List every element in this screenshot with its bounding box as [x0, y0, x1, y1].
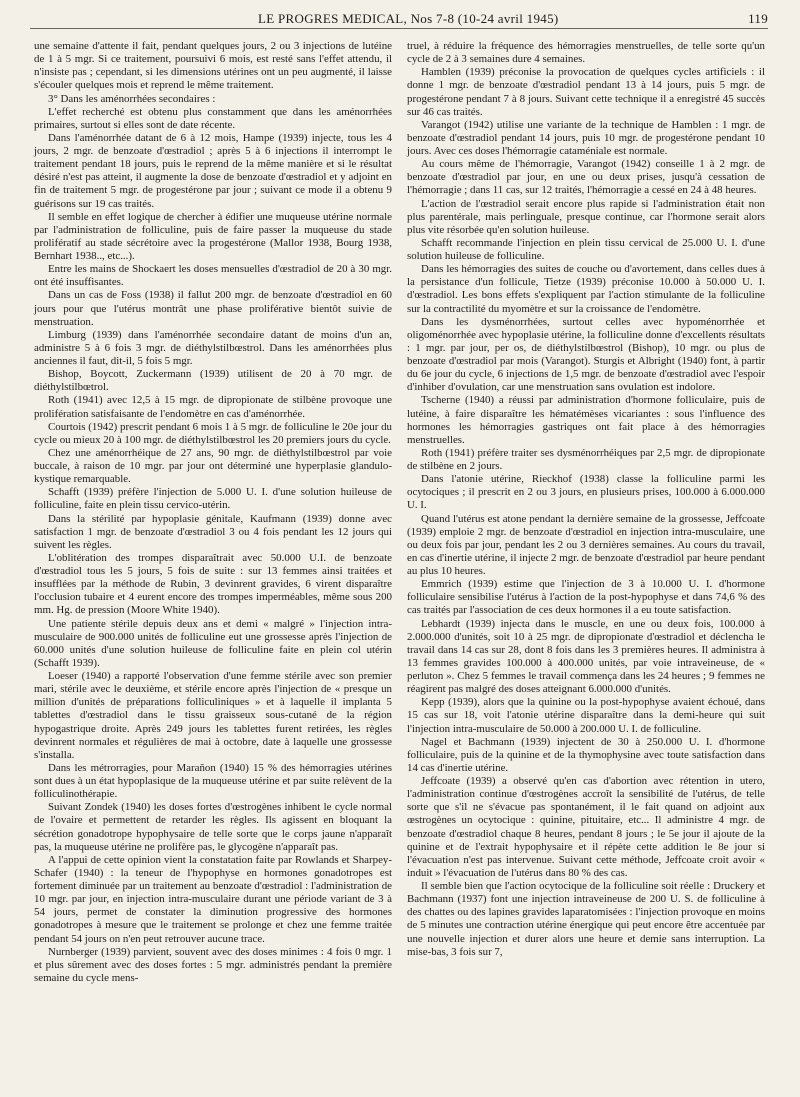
paragraph: Loeser (1940) a rapporté l'observation d'une femme stérile avec son premier mari, stérile avec le deuxième, et stérile encore après l'injection de « presque un million d'unités de préparations folliculiniques » et à laquelle il implanta 5 tablettes d'œstradiol dans le tissu graisseux sous-cutané de la région hypogastrique droite. Après 249 jours les tablettes furent retirées, les règles devinrent normales et régulières de mai à octobre, date à laquelle une grossesse s'installa. — [34, 670, 392, 761]
paragraph: Dans les dysménorrhées, surtout celles avec hypoménorrhée et oligoménorrhée avec hypoplasie utérine, la folliculine donne d'excellents résultats : 1 mgr. par jour, per os, de diéthylstilbœstrol (Bishop), 10 mgr. ou plus de benzoate d'œstradiol par mois (Varangot). Sturgis et Albright (1940) font, à partir du 6e jour du cycle, 6 injections de 1,5 mgr. de benzoate d'œstradiol avec l'espoir d'inhiber d'ovulation, car une menstruation sans ovulation est indolore. — [407, 315, 765, 394]
paragraph: Schafft (1939) préfère l'injection de 5.000 U. I. d'une solution huileuse de folliculine, faite en plein tissu cervico-utérin. — [34, 486, 392, 512]
paragraph: Hamblen (1939) préconise la provocation de quelques cycles artificiels : il donne 1 mgr. de benzoate d'œstradiol pendant 13 à 14 jours, puis 5 mgr. de progestérone pendant 7 à 8 jours. Suivant cette technique il a enregistré 45 succès sur 46 cas traités. — [407, 66, 765, 118]
paragraph: Chez une aménorrhéique de 27 ans, 90 mgr. de diéthylstilbœstrol par voie buccale, à raison de 10 mgr. par jour ont déterminé une hyperplasie glandulo-kystique remarquable. — [34, 446, 392, 486]
paragraph: Lebhardt (1939) injecta dans le muscle, en une ou deux fois, 100.000 à 2.000.000 d'unités, soit 10 à 25 mgr. de dipropionate d'œstradiol et déclencha le travail dans 14 cas sur 28, dont 8 fois dans les 3 premières heures. Il administra à 13 femmes gravides 100.000 à 400.000 unités, par voie intraveineuse, de « perluton ». Chez 5 femmes le travail commença dans les 24 heures ; 9 femmes ne réagirent pas malgré des doses atteignant 6.000.000 d'unités. — [407, 617, 765, 696]
paragraph: une semaine d'attente il fait, pendant quelques jours, 2 ou 3 injections de lutéine de 1 à 5 mgr. Si ce traitement, poursuivi 6 mois, est resté sans l'effet attendu, il n'insiste pas ; cependant, si les dimensions utérines ont un peu augmenté, il laisse s'écouler quelques mois et reprend le même traitement. — [34, 40, 392, 92]
paragraph: Jeffcoate (1939) a observé qu'en cas d'abortion avec rétention in utero, l'administration continue d'œstrogènes accroît la sensibilité de l'utérus, de telle sorte que s'il ne s'évacue pas spontanément, il le fait quand on adjoint aux œstrogènes un ocytocique : quinine, pituitaire, etc... Il administre 4 mgr. de benzoate d'œstradiol chaque 8 heures, pendant 8 jours ; le 5e jour il ajoute de la quinine et de l'extrait hypophysaire et il répète cette addition le 8e jour si l'évacuation n'est pas intervenue. Suivant cette méthode, Jeffcoate croit avoir « induit » l'évacuation de l'utérus dans 80 % des cas. — [407, 775, 765, 879]
paragraph: Il semble bien que l'action ocytocique de la folliculine soit réelle : Druckery et Bachmann (1937) font une injection intraveineuse de 200 U. S. de folliculine à des chattes ou des lapines gravides laparatomisées : l'injection provoque en moins de 5 minutes une contraction utérine énergique qui peut encore être accentuée par une nouvelle injection et durer alors une heure et demie sans interruption. La mise-bas, 3 fois sur 7, — [407, 880, 765, 958]
paragraph: Quand l'utérus est atone pendant la dernière semaine de la grossesse, Jeffcoate (1939) emploie 2 mgr. de benzoate d'œstradiol en injection intra-musculaire, une ou deux fois par jour, pendant les 2 ou 3 dernières semaines. Au cours du travail, en cas d'inertie utérine, il injecte 2 mgr. de benzoate d'œstradiol par heure pendant au plus 10 heures. — [407, 512, 765, 577]
paragraph: L'oblitération des trompes disparaîtrait avec 50.000 U.I. de benzoate d'œstradiol tous les 5 jours, 5 fois de suite : sur 13 femmes ainsi traitées et insufflées par la méthode de Rubin, 3 devinrent gravides, 6 virent disparaître l'occlusion tubaire et 4 eurent encore des trompes imperméables, même sous 200 mm. Hg. de pression (Moore White 1940). — [34, 551, 392, 617]
paragraph: Tscherne (1940) a réussi par administration d'hormone folliculaire, puis de lutéine, à faire disparaître les hématémèses vicariantes : sous l'influence des hormones les hémorragies gastriques ont fait place à des hémorragies menstruelles. — [407, 394, 765, 446]
paragraph: Dans les métrorragies, pour Marañon (1940) 15 % des hémorragies utérines sont dues à un état hypoplasique de la muqueuse utérine et par suite relèvent de la folliculinothérapie. — [34, 761, 392, 801]
left-column — [34, 40, 392, 985]
paragraph: Une patiente stérile depuis deux ans et demi « malgré » l'injection intra-musculaire de 900.000 unités de folliculine eut une grossesse après l'injection de 60.000 unités d'une solution huileuse de folliculine faite en plein col utérin (Schafft 1939). — [34, 617, 392, 669]
paragraph: Dans la stérilité par hypoplasie génitale, Kaufmann (1939) donne avec satisfaction 1 mgr. de benzoate d'œstradiol 3 ou 4 fois pendant les 12 jours qui suivent les règles. — [34, 512, 392, 551]
paragraph: Suivant Zondek (1940) les doses fortes d'œstrogènes inhibent le cycle normal de l'ovaire et permettent de retarder les règles. Ils agissent en bloquant la sécrétion gonadotrope hypophysaire de telle sorte que le corps jaune n'apparaît pas, la muqueuse utérine ne prolifère pas, le glycogène n'apparaît pas. — [34, 801, 392, 853]
paragraph: Nurnberger (1939) parvient, souvent avec des doses minimes : 4 fois 0 mgr. 1 et plus sûrement avec des doses fortes : 5 mgr. administrés pendant la première semaine du cycle mens- — [34, 945, 392, 984]
paragraph: Dans les hémorragies des suites de couche ou d'avortement, dans celles dues à la persistance d'un follicule, Tietze (1939) préconise 10.000 à 50.000 U. I. d'œstradiol. Les bons effets s'expliquent par l'action stimulante de la folliculine sur la contractilité du myomètre et sur la croissance de l'endomètre. — [407, 263, 765, 315]
paragraph: L'action de l'œstradiol serait encore plus rapide si l'administration était non plus parentérale, mais perlinguale, presque continue, car l'hormone serait alors plus vite résorbée qu'en solution huileuse. — [407, 197, 765, 236]
paragraph: Dans l'aménorrhée datant de 6 à 12 mois, Hampe (1939) injecte, tous les 4 jours, 2 mgr. de benzoate d'œstradiol ; après 5 à 6 injections il interrompt le traitement pendant 18 jours, puis le reprend de la même manière et si le résultat désiré n'est pas atteint, il augmente la dose de benzoate d'œstradiol et y adjoint en fin de traitement 5 mgr. de progestérone par jour ; suivant ce mode il a obtenu 9 guérisons sur 19 cas traités. — [34, 131, 392, 210]
paragraph: Schafft recommande l'injection en plein tissu cervical de 25.000 U. I. d'une solution huileuse de folliculine. — [407, 236, 765, 262]
paragraph: Entre les mains de Shockaert les doses mensuelles d'œstradiol de 20 à 30 mgr. ont été insuffisantes. — [34, 263, 392, 289]
paragraph: Au cours même de l'hémorragie, Varangot (1942) conseille 1 à 2 mgr. de benzoate d'œstradiol par jour, en une ou deux prises, jusqu'à cessation de l'hémorragie ; dans 11 cas, sur 12 traités, l'hémorragie a cessé en 24 à 48 heures. — [407, 158, 765, 197]
paragraph: Varangot (1942) utilise une variante de la technique de Hamblen : 1 mgr. de benzoate d'œstradiol pendant 14 jours, puis 10 mgr. de progestérone pendant 10 jours. Avec ces doses l'hémorragie cataméniale est normale. — [407, 118, 765, 157]
paragraph: Limburg (1939) dans l'aménorrhée secondaire datant de moins d'un an, administre 5 à 6 fois 3 mgr. de diéthylstilbœstrol. Dans les aménorrhées plus anciennes il faut, dit-il, 5 fois 5 mgr. — [34, 328, 392, 367]
paragraph: Il semble en effet logique de chercher à édifier une muqueuse utérine normale par l'administration de folliculine, puis de faire passer la muqueuse du stade prolifératif au stade sécrétoire avec la progestérone (Mallor 1938, Bourg 1938, Bernhart 1938.., etc...). — [34, 210, 392, 262]
section-heading: 3° Dans les aménorrhées secondaires : — [48, 92, 216, 105]
paragraph: Emmrich (1939) estime que l'injection de 3 à 10.000 U. I. d'hormone folliculaire sensibilise l'utérus à l'action de la post-hypophyse et dans 74,6 % des cas traités par l'association de ces deux hormones il a eu toute satisfaction. — [407, 578, 765, 617]
running-header — [30, 8, 768, 29]
paragraph: L'effet recherché est obtenu plus constamment que dans les aménorrhées primaires, surtout si elles sont de date récente. — [34, 105, 392, 131]
paragraph: Dans l'atonie utérine, Rieckhof (1938) classe la folliculine parmi les ocytociques ; il prescrit en 2 ou 3 jours, en plusieurs prises, 100.000 à 6.000.000 U. I. — [407, 473, 765, 512]
right-column — [407, 40, 765, 959]
paragraph: Kepp (1939), alors que la quinine ou la post-hypophyse avaient échoué, dans 15 cas sur 18, voit l'atonie utérine disparaître dans la demi-heure qui suit l'injection intra-musculaire de 50.000 à 200.000 U. I. de folliculine. — [407, 696, 765, 735]
paragraph: Roth (1941) préfère traiter ses dysménorrhéiques par 2,5 mgr. de dipropionate de stilbène en 2 jours. — [407, 446, 765, 472]
paragraph: Courtois (1942) prescrit pendant 6 mois 1 à 5 mgr. de folliculine le 20e jour du cycle ou mieux 20 à 100 mgr. de diéthylstilbœstrol les 20 premiers jours du cycle. — [34, 420, 392, 446]
paragraph: Nagel et Bachmann (1939) injectent de 30 à 250.000 U. I. d'hormone folliculaire, puis de la quinine et de la thymophysine avec toute satisfaction dans 14 cas d'inertie utérine. — [407, 735, 765, 774]
paragraph: Bishop, Boycott, Zuckermann (1939) utilisent de 20 à 70 mgr. de diéthylstilbœtrol. — [34, 368, 392, 394]
running-title: LE PROGRES MEDICAL, Nos 7-8 (10-24 avril 1945) — [258, 11, 559, 26]
page-number: 119 — [748, 11, 768, 26]
paragraph: Roth (1941) avec 12,5 à 15 mgr. de dipropionate de stilbène provoque une prolifération satisfaisante de l'endomètre en cas d'aménorrhée. — [34, 394, 392, 420]
paragraph: Dans un cas de Foss (1938) il fallut 200 mgr. de benzoate d'œstradiol en 60 jours pour que l'utérus montrât une phase proliférative bientôt suivie de menstruation. — [34, 289, 392, 328]
paragraph: truel, à réduire la fréquence des hémorragies menstruelles, de telle sorte qu'un cycle de 2 à 3 semaines dure 4 semaines. — [407, 40, 765, 66]
paragraph: A l'appui de cette opinion vient la constatation faite par Rowlands et Sharpey-Schafer (1940) : la teneur de l'hypophyse en hormones gonadotropes est fortement diminuée par un traitement au benzoate d'œstradiol : l'administration de 10 mgr. par jour, en injection intra-musculaire durant une période variant de 3 à 54 jours, permet de constater la diminution progressive des hormones gonadotropes à mesure que le traitement se prolonge et chez une femme traitée pendant 54 jours on n'en peut retrouver aucune trace. — [34, 853, 392, 945]
